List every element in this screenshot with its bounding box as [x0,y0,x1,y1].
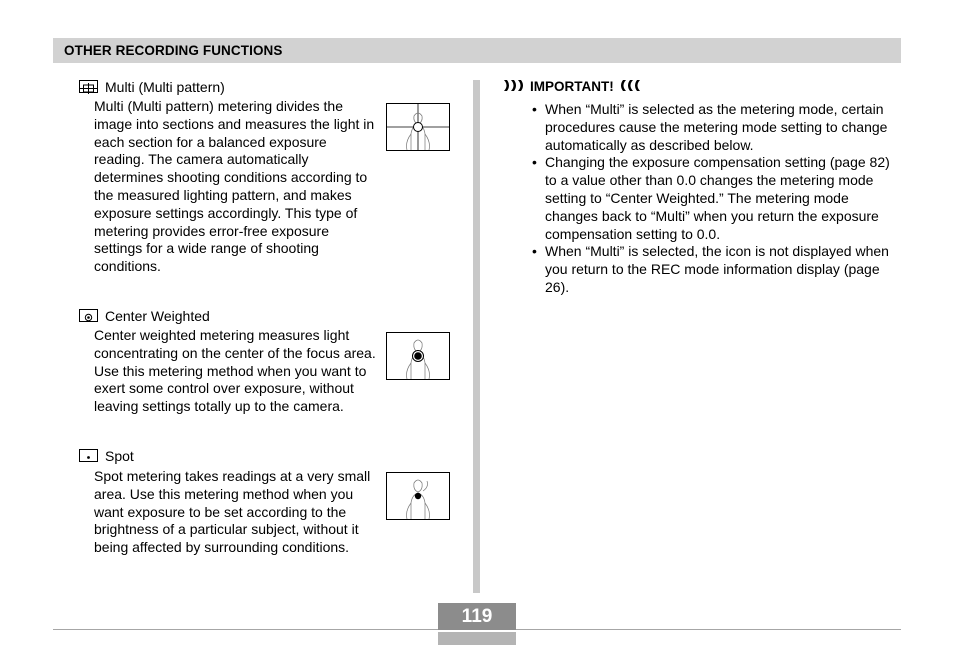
important-list [532,101,898,297]
section-heading-center-weighted [79,307,210,324]
important-heading [503,78,641,95]
page-number: 119 [438,603,516,630]
header-bar [53,38,901,63]
list-item: • When “Multi” is selected as the metering mode, certain procedures cause the metering mode setting to change automatically as described below. [532,101,898,154]
section-heading-spot [79,447,134,464]
spot-metering-icon [79,449,98,462]
important-label: IMPORTANT! [530,79,614,94]
center-weighted-illustration [386,332,450,380]
section-text-spot: Spot metering takes readings at a very small area. Use this metering method when you want exposure to be set according to the brightness of a particular subject, without it being affected by surrounding conditions. [94,468,371,556]
section-label-spot: Spot [105,447,134,464]
section-text-center-weighted: Center weighted metering measures light concentrating on the center of the focus area. Use this metering method when you want to exert some control over exposure, without leaving settings totally up to the camera. [94,327,376,415]
section-heading-multi [79,78,225,95]
multi-pattern-metering-icon [79,80,98,93]
section-label-center-weighted: Center Weighted [105,307,210,324]
page-section-title: OTHER RECORDING FUNCTIONS [64,43,283,58]
list-item: • Changing the exposure compensation setting (page 82) to a value other than 0.0 changes the metering mode setting to “Center Weighted.” The metering mode changes back to “Multi” when you return the exposure compensation setting to 0.0. [532,154,898,243]
center-weighted-metering-icon [79,309,98,322]
section-text-multi: Multi (Multi pattern) metering divides the image into sections and measures the light in each section for a balanced exposure reading. The camera automatically determines shooting conditions according to the measured lighting pattern, and makes exposure settings accordingly. This type of metering provides error-free exposure settings for a wide range of shooting conditions. [94,98,375,275]
multi-pattern-illustration [386,103,450,151]
left-arrows-icon [619,79,641,95]
spot-illustration [386,472,450,520]
page-number-tab [438,632,516,645]
right-arrows-icon [503,79,525,95]
list-item: • When “Multi” is selected, the icon is not displayed when you return to the REC mode information display (page 26). [532,243,898,296]
column-divider [473,80,480,593]
section-label-multi: Multi (Multi pattern) [105,78,225,95]
page-number-badge [438,603,516,645]
